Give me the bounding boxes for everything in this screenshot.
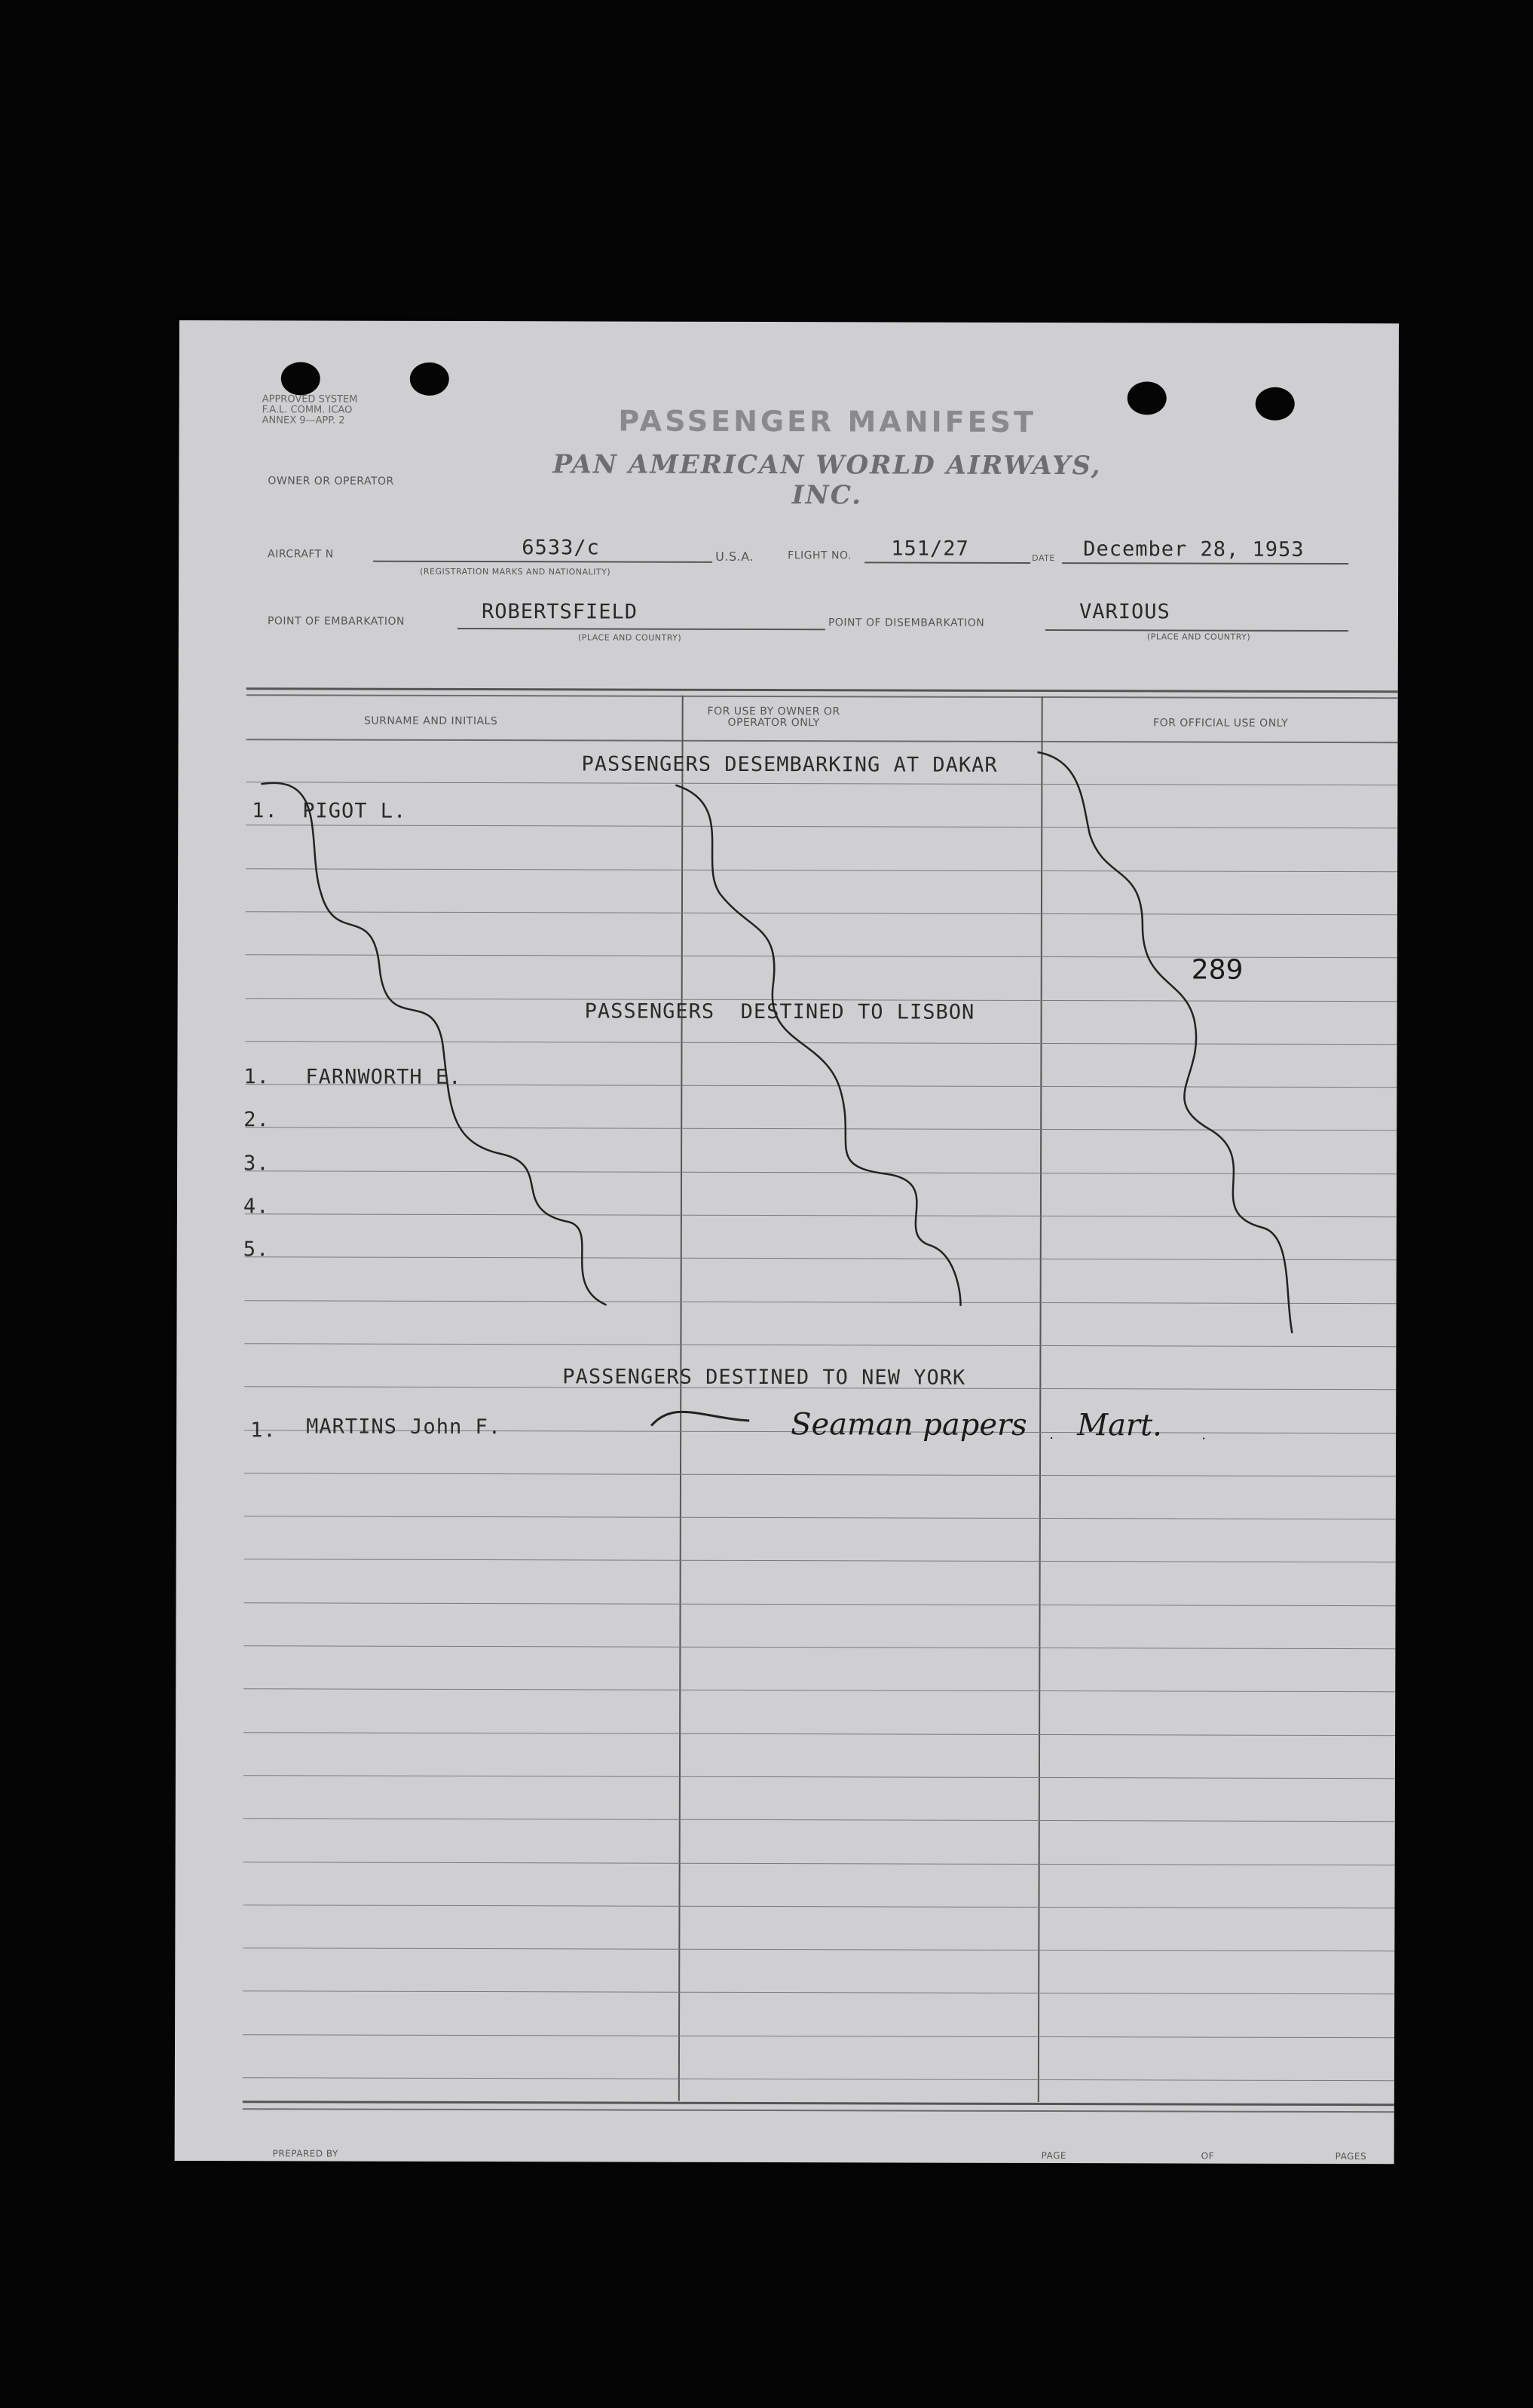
row-number: 1. <box>243 1065 270 1089</box>
of-label: OF <box>1201 2150 1215 2162</box>
page-label: PAGE <box>1041 2150 1067 2162</box>
disembarkation-value: VARIOUS <box>1079 600 1170 624</box>
cancel-scribble <box>175 320 1399 2164</box>
row-number: 1. <box>252 799 278 823</box>
row-number: 2. <box>243 1108 270 1132</box>
handwritten-note: Seaman papers <box>791 1407 1027 1443</box>
column-header-surname: SURNAME AND INITIALS <box>363 714 498 728</box>
section-heading-new-york: PASSENGERS DESTINED TO NEW YORK <box>562 1365 966 1390</box>
passenger-name: PIGOT L. <box>302 799 407 823</box>
column-header-owner: FOR USE BY OWNER OR OPERATOR ONLY <box>707 705 840 730</box>
row-number: 4. <box>243 1195 270 1219</box>
country-label: U.S.A. <box>715 549 754 564</box>
date-label: DATE <box>1032 552 1055 564</box>
prepared-by-label: PREPARED BY <box>272 2148 338 2159</box>
embarkation-value: ROBERTSFIELD <box>481 600 638 624</box>
aircraft-sublabel: (REGISTRATION MARKS AND NATIONALITY) <box>420 566 611 577</box>
flight-value: 151/27 <box>891 537 969 561</box>
operator-label: OWNER OR OPERATOR <box>268 475 394 488</box>
page-title: PASSENGER MANIFEST <box>618 404 1036 439</box>
pages-label: PAGES <box>1335 2151 1367 2162</box>
row-number: 1. <box>250 1418 277 1443</box>
approval-note: APPROVED SYSTEM F.A.L. COMM. ICAO ANNEX 9—APP. 2 <box>262 393 358 427</box>
embarkation-label: POINT OF EMBARKATION <box>267 615 405 628</box>
operator-name: PAN AMERICAN WORLD AIRWAYS, INC. <box>552 449 1102 511</box>
passenger-name: FARNWORTH E. <box>305 1065 462 1089</box>
disembarkation-sublabel: (PLACE AND COUNTRY) <box>1146 632 1251 642</box>
row-number: 5. <box>243 1238 270 1262</box>
aircraft-value: 6533/c <box>522 536 600 560</box>
official-number: 289 <box>1191 954 1244 986</box>
disembarkation-label: POINT OF DISEMBARKATION <box>828 617 985 629</box>
column-header-official: FOR OFFICIAL USE ONLY <box>1153 717 1289 730</box>
aircraft-label: AIRCRAFT N <box>268 548 334 561</box>
section-heading-lisbon: PASSENGERS DESTINED TO LISBON <box>584 999 975 1024</box>
embarkation-sublabel: (PLACE AND COUNTRY) <box>577 632 682 643</box>
section-heading-dakar: PASSENGERS DESEMBARKING AT DAKAR <box>581 752 998 777</box>
passenger-name: MARTINS John F. <box>306 1415 502 1440</box>
date-value: December 28, 1953 <box>1083 537 1305 561</box>
handwritten-initials: Mart. <box>1077 1408 1162 1443</box>
flight-label: FLIGHT NO. <box>788 549 852 562</box>
row-number: 3. <box>243 1152 270 1176</box>
manifest-sheet <box>175 320 1399 2164</box>
